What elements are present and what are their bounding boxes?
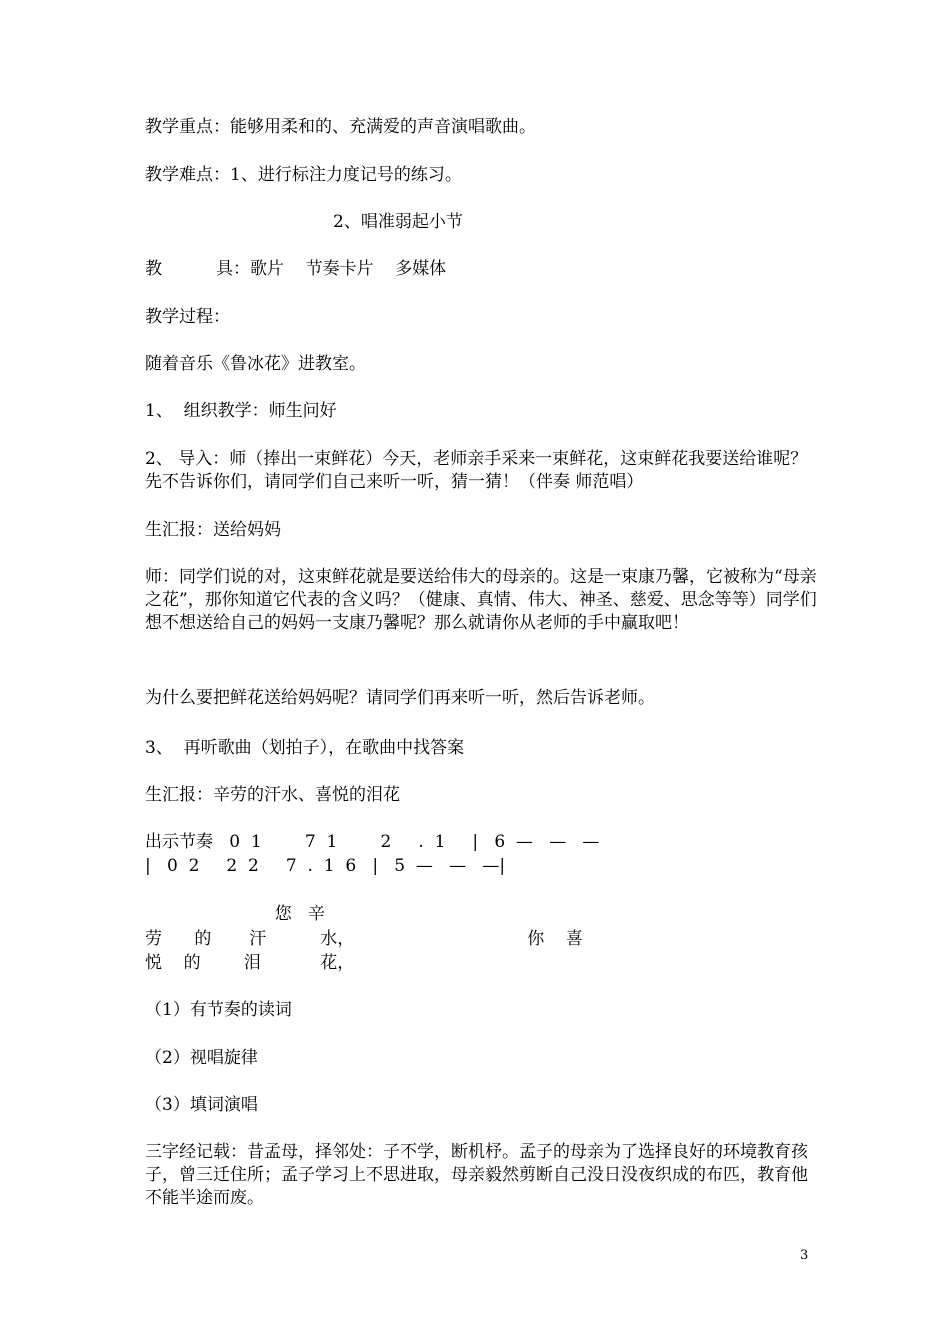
lyric-line-2: 劳 的 汗 水， 你 喜 [145,929,583,949]
student-report-2: 生汇报：辛劳的汗水、喜悦的泪花 [145,785,400,805]
process-heading: 教学过程： [145,307,230,327]
lyric-line-3: 悦 的 泪 花， [145,953,355,973]
student-report-1: 生汇报：送给妈妈 [145,520,281,540]
step-1: 1、 组织教学：师生问好 [145,401,337,421]
story-paragraph: 三字经记载：昔孟母，择邻处：子不学，断机杼。孟子的母亲为了选择良好的环境教育孩子，曾三迁住所；孟子学习上不思进取，母亲毅然剪断自己没日没夜织成的布匹，教育他不能半途而废。 [145,1142,808,1208]
sub-item-3: （3）填词演唱 [145,1095,258,1115]
difficulty-item-2: 2、唱准弱起小节 [333,212,463,232]
sub-item-1: （1）有节奏的读词 [145,1000,292,1020]
page-number: 3 [800,1248,809,1263]
sub-item-2: （2）视唱旋律 [145,1048,258,1068]
rhythm-line-2: | 0 2 2 2 7 . 1 6 | 5 — — —| [145,856,506,876]
teacher-paragraph: 师：同学们说的对，这束鲜花就是要送给伟大的母亲的。这是一束康乃馨，它被称为“母亲之花”，那你知道它代表的含义吗？（健康、真情、伟大、神圣、慈爱、思念等等）同学们想不想送给自己的妈妈一支康乃馨呢？那么就请你从老师的手中赢取吧！ [145,567,817,633]
step-3: 3、 再听歌曲（划拍子），在歌曲中找答案 [145,738,465,758]
difficulty-line: 教学难点：1、进行标注力度记号的练习。 [145,165,462,185]
enter-line: 随着音乐《鲁冰花》进教室。 [145,354,366,374]
why-line: 为什么要把鲜花送给妈妈呢？请同学们再来听一听，然后告诉老师。 [145,688,655,708]
rhythm-line-1: 出示节奏 0 1 7 1 2 . 1 | 6 — — — [145,832,600,852]
tools-line: 教 具：歌片 节奏卡片 多媒体 [145,259,447,279]
lyric-line-1: 您 辛 [145,904,325,924]
step-2: 2、 导入：师（捧出一束鲜花）今天，老师亲手采来一束鲜花，这束鲜花我要送给谁呢？先不告诉你们，请同学们自己来听一听，猜一猜！（伴奏 师范唱） [145,449,808,492]
focus-line: 教学重点：能够用柔和的、充满爱的声音演唱歌曲。 [145,117,536,137]
